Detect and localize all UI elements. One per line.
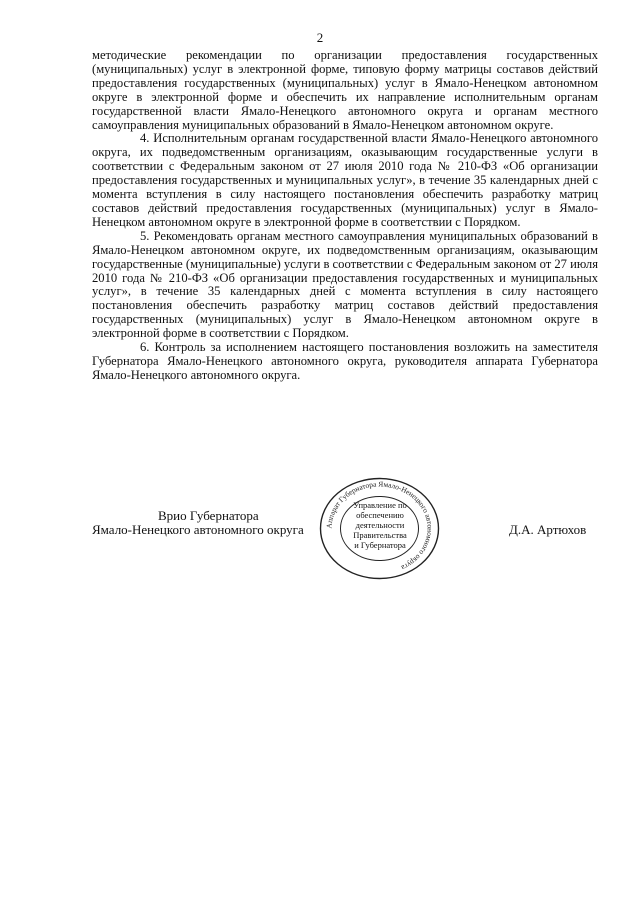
paragraph-5: 5. Рекомендовать органам местного самоуправления муниципальных образований в Ямало-Ненецком автономном округе, их подведомственным организациям, оказывающим государственные (муниципальные) услуги в соответствии с Федеральным законом от 27 июля 2010 года № 210-ФЗ «Об организации предоставления государственных и муниципальных услуг», в течение 35 календарных дней с момента вступления в силу настоящего постановления обеспечить разработку матриц составов действий предоставления государственных (муниципальных) услуг в Ямало-Ненецком автономном округе в электронной форме в соответствии с Порядком.: [92, 228, 599, 341]
document-body: [92, 49, 598, 383]
signature-title: Врио Губернатора: [158, 508, 259, 523]
stamp-inner-text: Управление по обеспечению деятельности Правительства и Губернатора: [353, 500, 407, 550]
signature-org: Ямало-Ненецкого автономного округа: [92, 522, 304, 537]
stamp-ring-text: Аппарат Губернатора Ямало-Ненецкого автономного округа: [324, 479, 435, 573]
page-number: 2: [316, 30, 324, 45]
paragraph-4: 4. Исполнительным органам государственной власти Ямало-Ненецкого автономного округа, их подведомственным организациям, оказывающим государственные услуги в соответствии с Федеральным законом от 27 июля 2010 года № 210-ФЗ «Об организации предоставления государственных и муниципальных услуг», в течение 35 календарных дней с момента вступления в силу настоящего постановления обеспечить разработку матриц составов действий предоставления государственных (муниципальных) услуг в Ямало-Ненецком автономном округе в электронной форме в соответствии с Порядком.: [92, 131, 598, 229]
paragraph-continuation: методические рекомендации по организации предоставления государственных (муниципальных) услуг в электронной форме, типовую форму матрицы составов действий предоставления государственных (муниципальных) услуг в Ямало-Ненецком автономном округе в электронной форме и обеспечить их направление исполнительным органам государственной власти Ямало-Ненецкого автономного округа и органам местного самоуправления муниципальных образований в Ямало-Ненецком автономном округе.: [92, 48, 598, 132]
paragraph-6: 6. Контроль за исполнением настоящего постановления возложить на заместителя Губернатора Ямало-Ненецкого автономного округа, руководителя аппарата Губернатора Ямало-Ненецкого автономного округа.: [92, 340, 598, 382]
signature-name: Д.А. Артюхов: [509, 522, 587, 537]
